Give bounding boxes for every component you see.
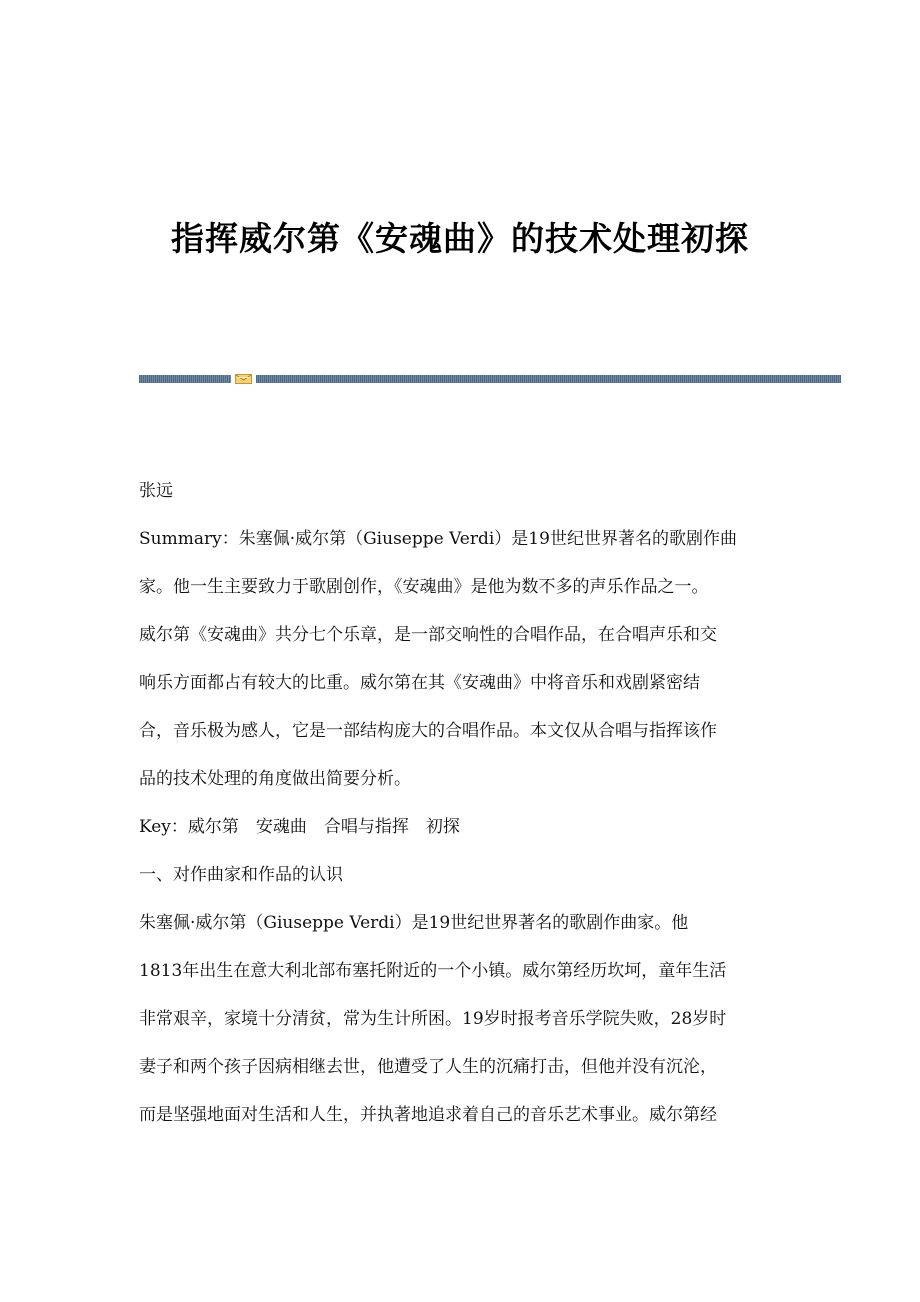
body-line-3: 非常艰辛，家境十分清贫，常为生计所困。19岁时报考音乐学院失败，28岁时 (139, 1009, 727, 1029)
summary-line-2: 家。他一生主要致力于歌剧创作，《安魂曲》是他为数不多的声乐作品之一。 (139, 577, 709, 597)
body-line-2: 1813年出生在意大利北部布塞托附近的一个小镇。威尔第经历坎坷，童年生活 (139, 961, 727, 981)
body-line-4: 妻子和两个孩子因病相继去世，他遭受了人生的沉痛打击，但他并没有沉沦， (139, 1057, 717, 1077)
divider-bar-left (139, 375, 231, 383)
summary-line-6: 品的技术处理的角度做出简要分析。 (139, 769, 411, 789)
body-line-5: 而是坚强地面对生活和人生，并执著地追求着自己的音乐艺术事业。威尔第经 (139, 1105, 717, 1125)
divider-ornament-icon (235, 373, 252, 385)
section-heading: 一、对作曲家和作品的认识 (139, 865, 343, 885)
summary-line-5: 合，音乐极为感人，它是一部结构庞大的合唱作品。本文仅从合唱与指挥该作 (139, 721, 717, 741)
divider-bar-right (256, 375, 841, 383)
summary-line-3: 威尔第《安魂曲》共分七个乐章，是一部交响性的合唱作品，在合唱声乐和交 (139, 625, 717, 645)
body-line-1: 朱塞佩·威尔第（Giuseppe Verdi）是19世纪世界著名的歌剧作曲家。他 (139, 913, 689, 933)
author-name: 张远 (139, 481, 173, 501)
keywords-line: Key：威尔第 安魂曲 合唱与指挥 初探 (139, 817, 460, 837)
summary-line-1: Summary：朱塞佩·威尔第（Giuseppe Verdi）是19世纪世界著名的歌剧作曲 (139, 529, 737, 549)
document-body (139, 467, 789, 1139)
summary-line-4: 响乐方面都占有较大的比重。威尔第在其《安魂曲》中将音乐和戏剧紧密结 (139, 673, 700, 693)
title-divider (139, 375, 841, 384)
document-title: 指挥威尔第《安魂曲》的技术处理初探 (171, 219, 749, 258)
